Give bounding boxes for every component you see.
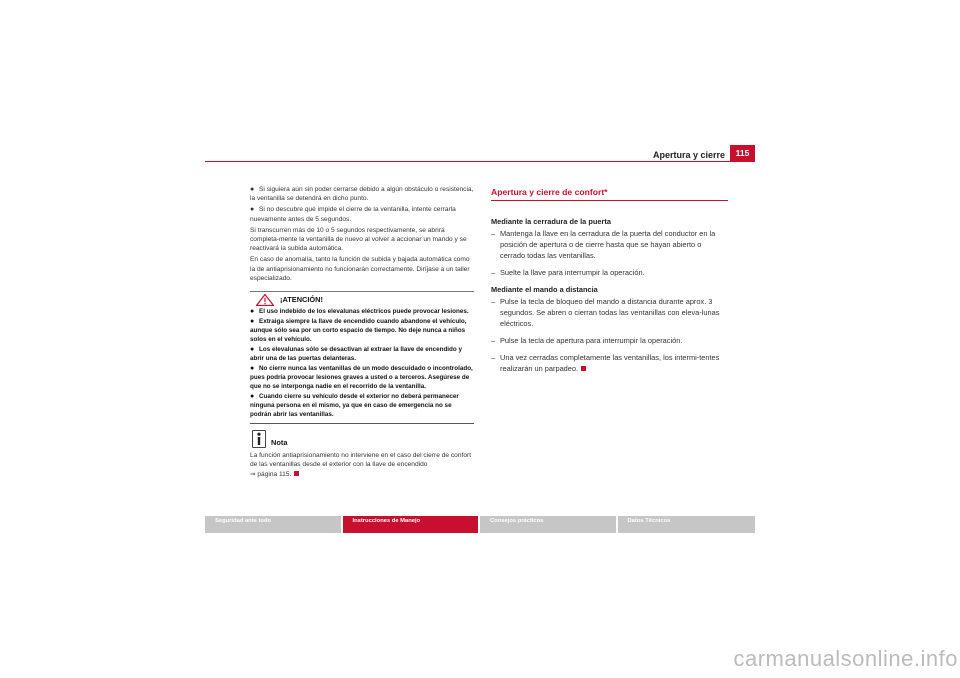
bullet-icon: ● <box>250 365 255 373</box>
list-item: ● El uso indebido de los elevalunas eléctricos puede provocar lesiones. <box>250 308 469 316</box>
list-item: – Una vez cerradas completamente las ventanillas, los intermi-tentes realizarán un parpadeo. <box>491 353 720 373</box>
list-item: ● Si no descubre qué impide el cierre de la ventanilla, intente cerrarla nuevamente antes de 5 segundos. <box>250 206 456 223</box>
note-header <box>250 428 475 448</box>
list-item: ● Si siguiera aún sin poder cerrarse debido a algún obstáculo o resistencia, la ventanilla se detendrá en dicho punto. <box>250 186 474 203</box>
bullet-icon: ● <box>250 206 255 214</box>
page-number-badge: 115 <box>730 145 755 161</box>
list-item: – Pulse la tecla de bloqueo del mando a distancia durante aprox. 3 segundos. Se abren o cierran todas las ventanillas con eleva-lunas eléctricos. <box>491 297 720 328</box>
note-info-icon <box>252 430 266 448</box>
list-item: – Suelte la llave para interrumpir la operación. <box>491 268 645 277</box>
right-column <box>491 187 728 380</box>
bullet-icon: ● <box>250 318 255 326</box>
left-column <box>250 185 475 479</box>
warning-triangle-icon <box>256 294 274 306</box>
header-rule <box>205 161 755 162</box>
paragraph: Si transcurren más de 10 o 5 segundos respectivamente, se abrirá completa-mente la ventanilla de nuevo al volver a accionar un mando y se reactivará la subida automática. <box>250 226 467 253</box>
bullet-icon: ● <box>250 308 255 316</box>
subheading: Mediante la cerradura de la puerta <box>491 217 611 226</box>
list-item: ● Extraiga siempre la llave de encendido cuando abandone el vehículo, aunque sólo sea por un corto espacio de tiempo. No deje nunca a niños solos en el vehículo. <box>250 318 467 343</box>
tab-instrucciones[interactable]: Instrucciones de Manejo <box>343 516 479 533</box>
warning-body <box>250 308 474 420</box>
page-reference-link[interactable]: ⇒ página 115. <box>250 470 292 478</box>
end-of-section-icon <box>581 366 586 371</box>
list-item: – Pulse la tecla de apertura para interrumpir la operación. <box>491 336 683 345</box>
end-of-section-icon <box>294 471 299 476</box>
tab-consejos[interactable]: Consejos prácticos <box>480 516 616 533</box>
paragraph: En caso de anomalía, tanto la función de subida y bajada automática como la de antiaprisionamiento no funcionarán correctamente. Diríjase a un taller especializado. <box>250 256 470 282</box>
list-item: ● Cuando cierre su vehículo desde el exterior no deberá permanecer ninguna persona en el mismo, ya que en caso de emergencia no se podrán abrir las ventanillas. <box>250 393 459 418</box>
list-item: – Mantenga la llave en la cerradura de la puerta del conductor en la posición de apertura o de cierre hasta que se hayan abierto o cerrado todas las ventanillas. <box>491 229 716 260</box>
list-item: ● Los elevalunas sólo se desactivan al extraer la llave de encendido y abrir una de las puertas delanteras. <box>250 346 462 363</box>
warning-box <box>250 291 474 424</box>
section-title: Apertura y cierre de confort* <box>491 187 728 201</box>
list-item: ● No cierre nunca las ventanillas de un modo descuidado o incontrolado, pues podría provocar lesiones graves a usted o a terceros. Asegúrese de que no se interponga nadie en el recorrido de la ventanilla. <box>250 365 473 390</box>
subheading: Mediante el mando a distancia <box>491 285 598 294</box>
header-title: Apertura y cierre <box>652 150 725 160</box>
bullet-icon: ● <box>250 186 255 193</box>
warning-title: ¡ATENCIÓN! <box>280 295 323 305</box>
bullet-icon: ● <box>250 346 255 354</box>
warning-header <box>250 291 474 305</box>
footer-nav <box>205 516 755 533</box>
tab-datos[interactable]: Datos Técnicos <box>618 516 756 533</box>
watermark: carmanualsonline.info <box>733 646 958 671</box>
note-title: Nota <box>271 437 288 447</box>
note-box <box>250 428 475 479</box>
tab-seguridad[interactable]: Seguridad ante todo <box>205 516 341 533</box>
note-body: La función antiaprisionamiento no interviene en el caso del cierre de confort de las ventanillas desde el exterior con la llave de encendido ⇒ página 115. <box>250 452 472 478</box>
bullet-icon: ● <box>250 393 255 401</box>
